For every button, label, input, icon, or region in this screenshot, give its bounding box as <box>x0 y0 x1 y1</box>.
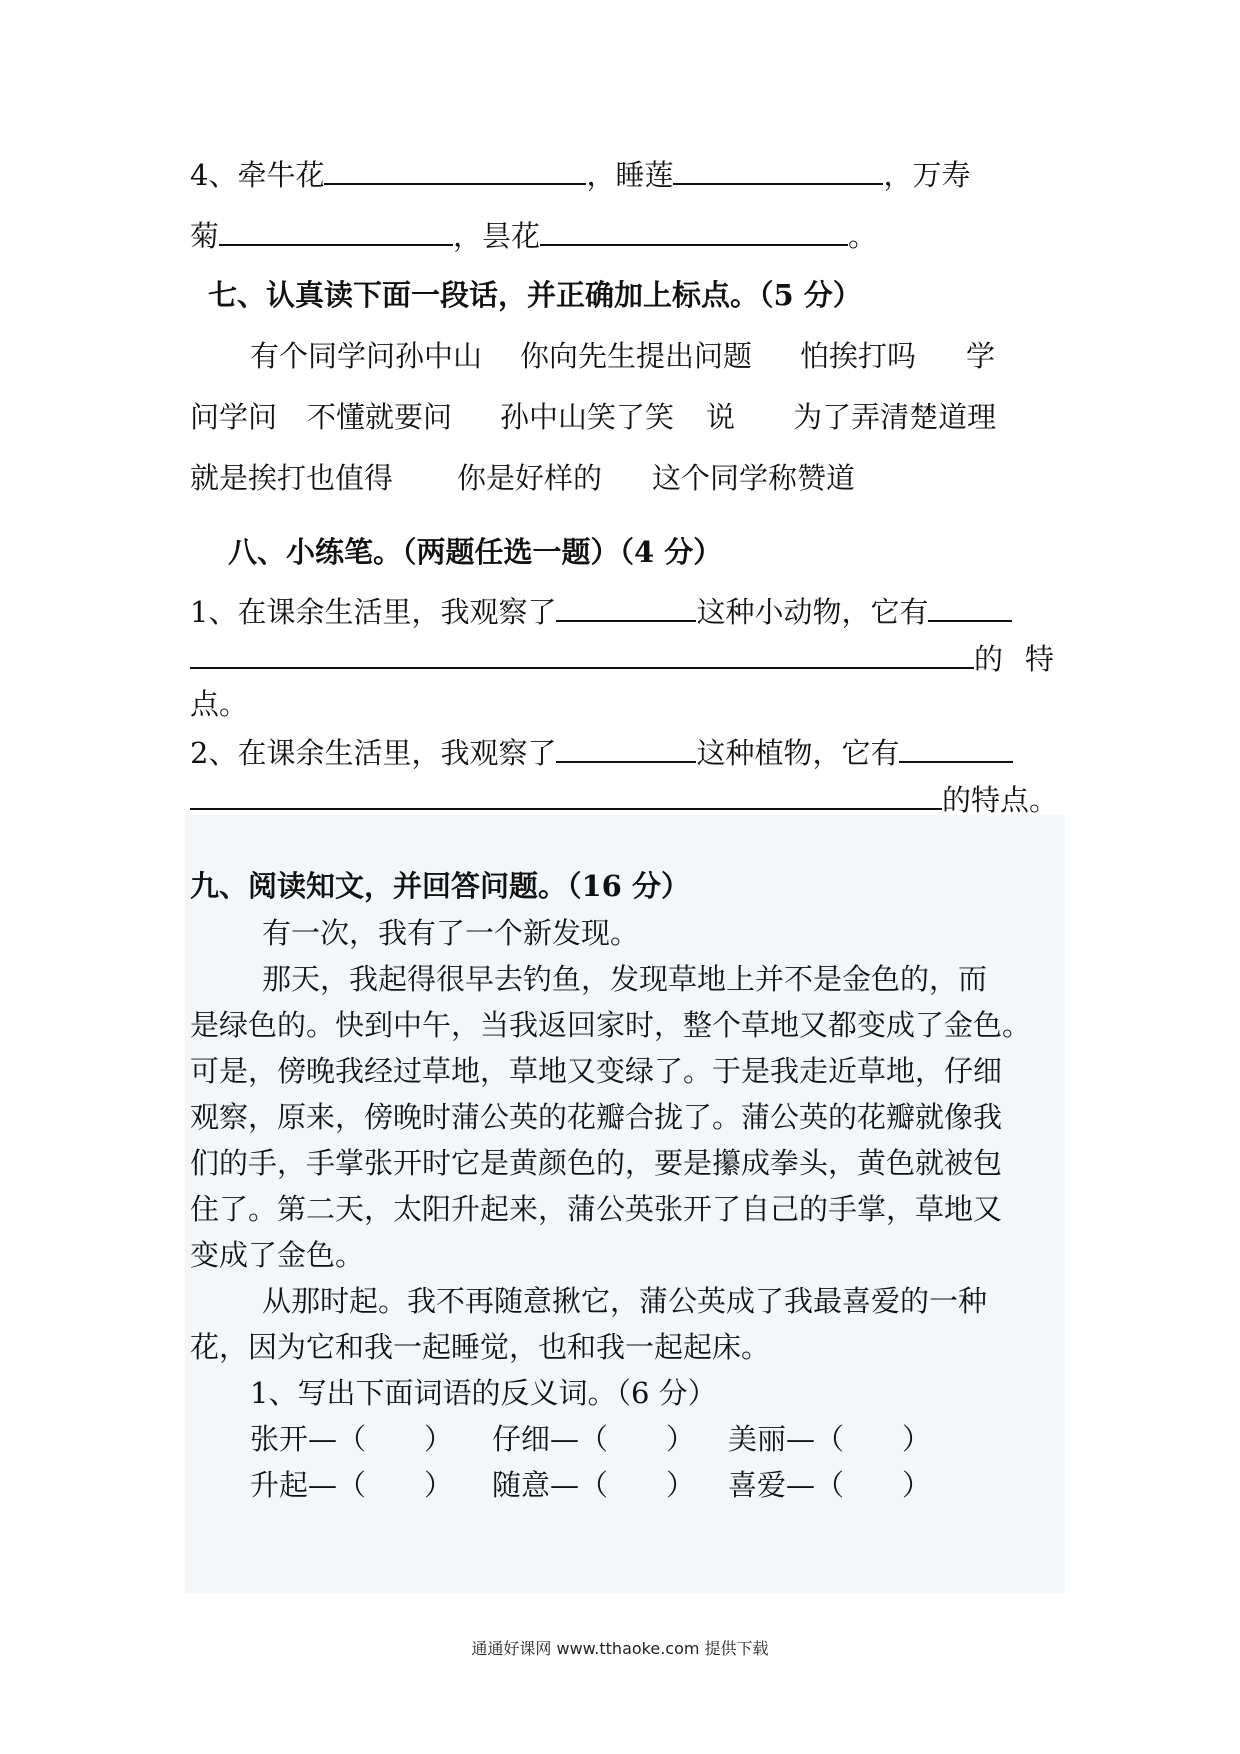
s9-p2-line1: 那天，我起得很早去钓鱼，发现草地上并不是金色的，而 <box>262 962 988 996</box>
q4-blank-2[interactable] <box>673 153 883 185</box>
q4-blank-1[interactable] <box>324 153 586 185</box>
antonym-item[interactable]: 美丽—（ ） <box>728 1422 932 1456</box>
q4-mid1: ，睡莲 <box>586 158 674 192</box>
q4-line2 <box>190 214 877 256</box>
s8-q1-c: 的 <box>974 642 1004 676</box>
s7-l1-seg4: 学 <box>966 339 996 373</box>
q4-blank-3[interactable] <box>219 214 453 246</box>
s8-q2-a: 2、在课余生活里，我观察了 <box>190 736 557 770</box>
s8-q2-c: 的特点。 <box>942 783 1059 817</box>
q4-end: 。 <box>848 219 878 253</box>
page-footer: 通通好课网 www.tthaoke.com 提供下载 <box>471 1639 769 1658</box>
s9-p2-line2: 是绿色的。快到中午，当我返回家时，整个草地又都变成了金色。 <box>190 1008 1032 1042</box>
s9-p2-line7: 变成了金色。 <box>190 1238 365 1272</box>
s9-p2-line4: 观察，原来，傍晚时蒲公英的花瓣合拢了。蒲公英的花瓣就像我 <box>190 1100 1003 1134</box>
s8-q2-blank-plant[interactable] <box>556 731 696 763</box>
section8-title: 八、小练笔。（两题任选一题）（4 分） <box>228 535 723 569</box>
section7-line3 <box>190 458 855 498</box>
q4-line2-start: 菊 <box>190 219 220 253</box>
s7-l1-seg1: 有个同学问孙中山 <box>250 339 483 373</box>
s9-q1-title: 1、写出下面词语的反义词。（6 分） <box>250 1376 717 1410</box>
s8-q2-line2 <box>190 778 1058 820</box>
s8-q1-line2 <box>190 637 1054 679</box>
s8-q2-b: 这种植物，它有 <box>696 736 900 770</box>
antonym-item[interactable]: 升起—（ ） <box>250 1468 454 1502</box>
q4-mid3: ，昙花 <box>453 219 541 253</box>
antonyms-row-2 <box>250 1465 931 1505</box>
s7-l3-seg1: 就是挨打也值得 <box>190 461 394 495</box>
section9-title: 九、阅读知文，并回答问题。（16 分） <box>190 869 690 903</box>
s8-q1-d: 特 <box>1025 642 1055 676</box>
s8-q1-line1 <box>190 590 1012 632</box>
s7-l1-seg2: 你向先生提出问题 <box>520 339 753 373</box>
s8-q1-a: 1、在课余生活里，我观察了 <box>190 595 557 629</box>
s8-q1-e: 点。 <box>190 687 249 721</box>
s8-q2-blank-feature-start[interactable] <box>899 731 1013 763</box>
s9-p1: 有一次，我有了一个新发现。 <box>262 916 640 950</box>
s8-q1-blank-feature[interactable] <box>190 637 974 669</box>
s7-l3-seg3: 这个同学称赞道 <box>652 461 856 495</box>
s9-p3-line2: 花，因为它和我一起睡觉，也和我一起起床。 <box>190 1330 771 1364</box>
antonym-item[interactable]: 喜爱—（ ） <box>728 1468 932 1502</box>
s8-q2-line1 <box>190 731 1013 773</box>
s7-l2-seg4: 说 <box>706 400 736 434</box>
s9-p3-line1: 从那时起。我不再随意揪它，蒲公英成了我最喜爱的一种 <box>262 1284 988 1318</box>
s7-l2-seg3: 孙中山笑了笑 <box>500 400 675 434</box>
antonym-item[interactable]: 随意—（ ） <box>492 1468 696 1502</box>
s8-q1-blank-animal[interactable] <box>556 590 696 622</box>
s9-p2-line3: 可是，傍晚我经过草地，草地又变绿了。于是我走近草地，仔细 <box>190 1054 1003 1088</box>
s8-q1-blank-feature-start[interactable] <box>928 590 1012 622</box>
s9-p2-line5: 们的手，手掌张开时它是黄颜色的，要是攥成拳头，黄色就被包 <box>190 1146 1003 1180</box>
s8-q2-blank-feature[interactable] <box>190 778 942 810</box>
s7-l2-seg5: 为了弄清楚道理 <box>793 400 997 434</box>
s7-l3-seg2: 你是好样的 <box>457 461 603 495</box>
s7-l2-seg1: 问学问 <box>190 400 278 434</box>
s8-q1-b: 这种小动物，它有 <box>696 595 929 629</box>
antonym-item[interactable]: 张开—（ ） <box>250 1422 454 1456</box>
q4-line1 <box>190 153 970 195</box>
q4-mid2: ，万寿 <box>883 158 971 192</box>
s9-p2-line6: 住了。第二天，太阳升起来，蒲公英张开了自己的手掌，草地又 <box>190 1192 1003 1226</box>
section7-line1 <box>250 336 995 376</box>
s7-l2-seg2: 不懂就要问 <box>307 400 453 434</box>
section7-line2 <box>190 397 996 437</box>
q4-blank-4[interactable] <box>540 214 848 246</box>
q4-prefix: 4、牵牛花 <box>190 158 325 192</box>
s7-l1-seg3: 怕挨打吗 <box>800 339 917 373</box>
antonyms-row-1 <box>250 1419 931 1459</box>
section7-title: 七、认真读下面一段话，并正确加上标点。（5 分） <box>208 278 862 312</box>
antonym-item[interactable]: 仔细—（ ） <box>492 1422 696 1456</box>
